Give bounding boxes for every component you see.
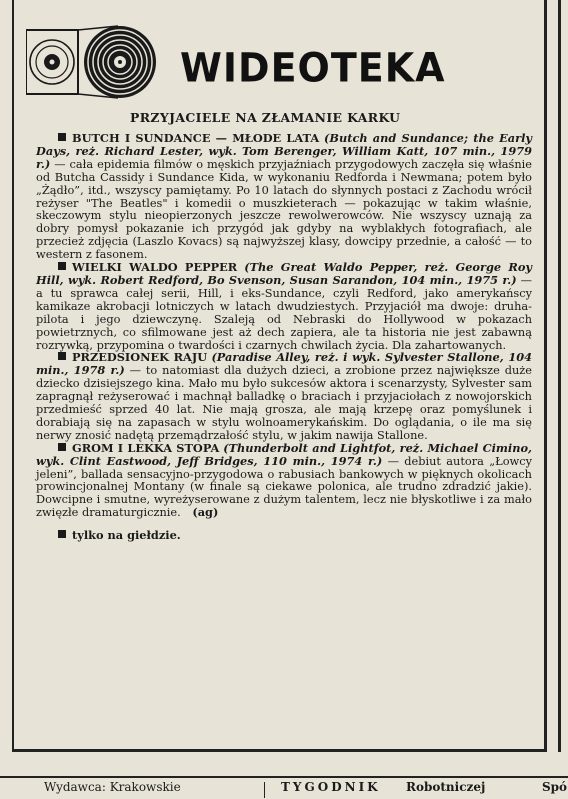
review-item	[36, 261, 532, 351]
review-item	[36, 132, 532, 261]
review-credits: (Paradise Alley, reż. i wyk. Sylvester Stallone, 104 min., 1978 r.)	[36, 350, 533, 378]
review-text: — cała epidemia filmów o męskich przyjaźniach przygodowych zaczęła się właśnie od Butcha Cassidy i Sundance Kida, w wykonaniu Redforda i Newmana; potem było „Żądło”, itd., wszyscy pamiętamy. Po 10 latach do słynnych postaci z Zachodu wrócił reżyser "The Beatles" i komedii o muszkieterach — pokazując w takim właśnie, skeczowym stylu nieopierzonych jeszcze rewolwerowców. Nie wszyscy uznają za dobry pomysł pokazanie ich przygód jak gdyby na wyblakłych fotografiach, ale przecież zdjęcia (Laszlo Kovacs) są najwyższej klasy, dowcipy przednie, a całość — to western z fasonem.	[36, 156, 532, 262]
square-bullet-icon	[58, 352, 66, 360]
footer-divider	[0, 776, 568, 778]
square-bullet-icon	[58, 443, 66, 451]
review-item	[36, 351, 532, 441]
footer-separator	[264, 782, 265, 798]
square-bullet-icon	[58, 262, 66, 270]
review-title: GROM I LEKKA STOPA	[72, 440, 220, 455]
footer-org: Robotniczej	[406, 780, 486, 794]
review-item	[36, 442, 532, 519]
review-credits: (Thunderbolt and Lightfot, reż. Michael Cimino, wyk. Clint Eastwood, Jeff Bridges, 110 min., 1974 r.)	[36, 440, 533, 468]
article-title: PRZYJACIELE NA ZŁAMANIE KARKU	[130, 110, 401, 125]
film-reel-logo-icon	[26, 22, 160, 102]
review-credits: (Butch and Sundance; the Early Days, reż. Richard Lester, wyk. Tom Berenger, William Katt, 107 min., 1979 r.)	[36, 131, 533, 171]
footer-publisher: Wydawca: Krakowskie	[44, 780, 181, 794]
review-text: — to natomiast dla dużych dzieci, a zrobione przez największe duże dziecko dzisiejszego kina. Mało mu było sukcesów aktora i scenarzysty, Sylvester sam zapragnął reżyserować i machnął balladkę o braciach i przyjaciołach z nowojorskich przedmieść sprzed 40 lat. Nie mają grosza, ale mają krzepę oraz pomyślunek i dorabiają się na zapasach w stylu wolnoamerykańskim. Do oglądania, o ile ma się nerwy znosić nadętą przemądrzałość stylu, w jakim nawija Stallone.	[36, 363, 532, 442]
review-title: BUTCH I SUNDANCE — MŁODE LATA	[72, 131, 320, 145]
review-credits: (The Great Waldo Pepper, reż. George Roy Hill, wyk. Robert Redford, Bo Svenson, Susan Sarandon, 104 min., 1975 r.)	[36, 260, 532, 287]
article-body	[36, 132, 532, 542]
author-signature: (ag)	[192, 505, 219, 520]
review-text: — a tu sprawca całej serii, Hill, i eks-Sundance, czyli Redford, jako amerykańscy kamikaze akrobacji lotniczych w latach dwudziestych. Przyjaciół ma dwoje: druha-pilota i jego dziewczynę. Szaleją od Nebraski do Hollywood w pokazach powietrznych, co sfilmowane jest aż dech zapiera, ale ta historia nie jest zabawną rozrywką, przypomina o twardości i czarnych chwilach życia. Dla zahartowanych.	[36, 272, 532, 352]
page-footer	[44, 780, 568, 799]
footer-paper-name: TYGODNIK	[281, 780, 381, 794]
review-text: — debiut autora „Łowcy jeleni”, ballada sensacyjno-przygodowa o rabusiach bankowych w pięknych okolicach prowincjonalnej Montany (w finale są ciekawe polonica, ale trudno zdradzić jakie). Dowcipne i smutne, wyreżyserowane z dużym talentem, lecz nie błyskotliwe i za mało zwięzłe dramaturgicznie.	[36, 453, 533, 520]
footnote-text: tylko na giełdzie.	[72, 528, 181, 543]
review-title: PRZEDSIONEK RAJU	[72, 350, 208, 365]
square-bullet-icon	[58, 530, 66, 538]
square-bullet-icon	[58, 133, 66, 141]
footnote	[36, 529, 532, 542]
page-frame-right	[558, 0, 561, 752]
masthead-brand: WIDEOTEKA	[180, 44, 446, 92]
review-title: WIELKI WALDO PEPPER	[72, 260, 238, 275]
footer-cut-text: Spó	[542, 780, 568, 794]
